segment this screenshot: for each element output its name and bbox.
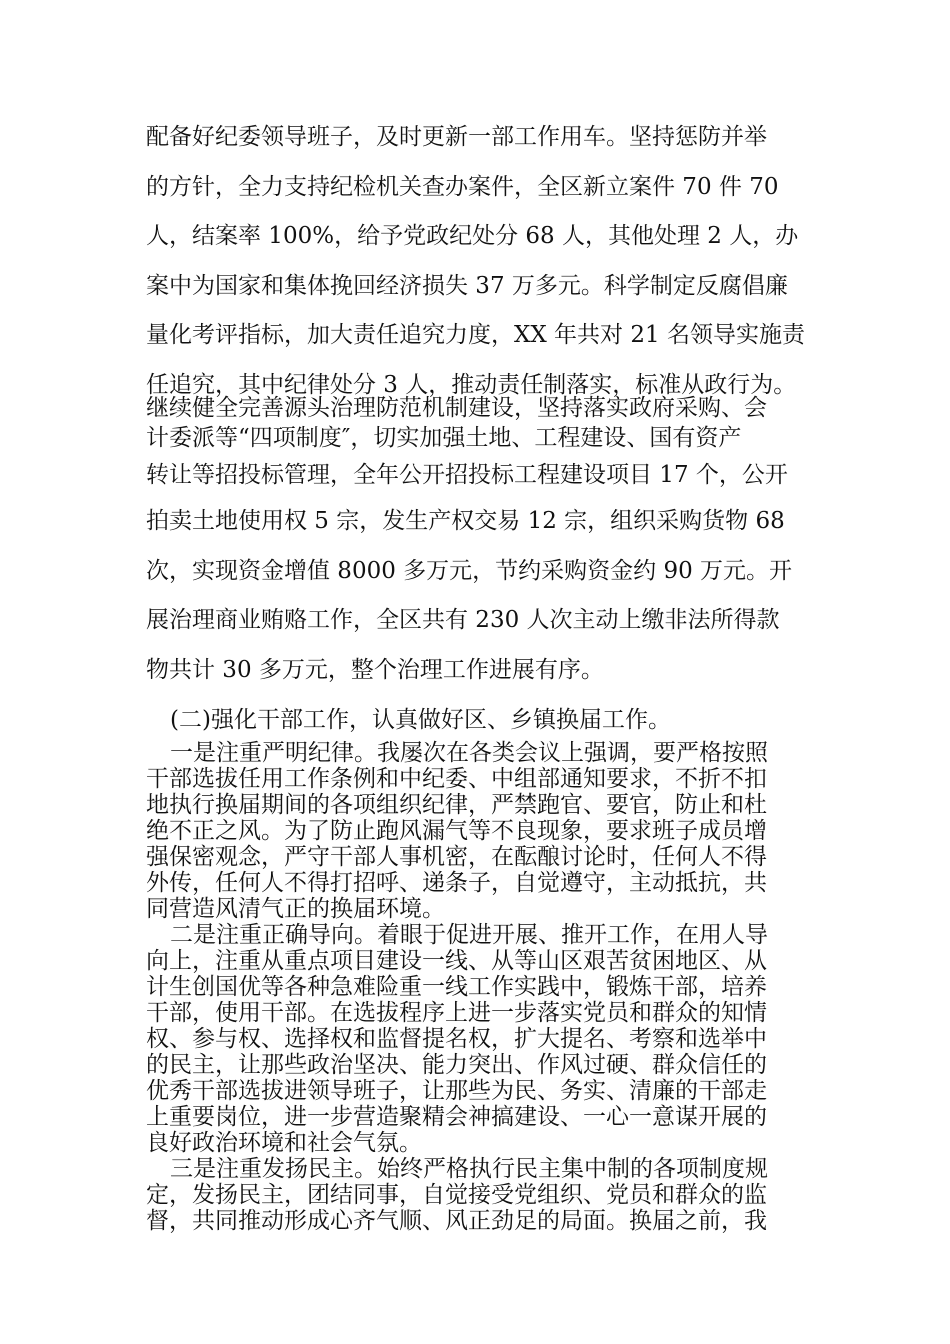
text-line: 向上，注重从重点项目建设一线、从等山区艰苦贫困地区、从 — [146, 948, 767, 974]
text-line: 转让等招投标管理，全年公开招投标工程建设项目 17 个，公开 — [146, 462, 788, 488]
text-line: 优秀干部选拔进领导班子，让那些为民、务实、清廉的干部走 — [146, 1078, 767, 1104]
text-line: 的民主，让那些政治坚决、能力突出、作风过硬、群众信任的 — [146, 1052, 767, 1078]
text-line: 物共计 30 多万元，整个治理工作进展有序。 — [146, 656, 604, 683]
section-heading: (二)强化干部工作，认真做好区、乡镇换届工作。 — [170, 707, 671, 733]
text-line: 绝不正之风。为了防止跑风漏气等不良现象，要求班子成员增 — [146, 818, 767, 844]
text-line: 干部选拔任用工作条例和中纪委、中组部通知要求，不折不扣 — [146, 766, 767, 792]
text-line: 任追究，其中纪律处分 3 人，推动责任制落实，标准从政行为。 — [146, 371, 797, 398]
paragraph-source-governance — [146, 393, 826, 695]
text-line: 的方针，全力支持纪检机关查办案件，全区新立案件 70 件 70 — [146, 173, 779, 200]
text-line: 人，结案率 100%，给予党政纪处分 68 人，其他处理 2 人，办 — [146, 223, 799, 249]
text-line: 继续健全完善源头治理防范机制建设，坚持落实政府采购、会 — [146, 395, 767, 421]
text-line: 一是注重严明纪律。我屡次在各类会议上强调，要严格按照 — [170, 740, 768, 766]
text-line: 展治理商业贿赂工作，全区共有 230 人次主动上缴非法所得款 — [146, 607, 780, 633]
text-line: 权、参与权、选择权和监督提名权，扩大提名、考察和选举中 — [146, 1026, 767, 1052]
text-line: 三是注重发扬民主。始终严格执行民主集中制的各项制度规 — [170, 1156, 768, 1182]
text-line: 计委派等“四项制度″，切实加强土地、工程建设、国有资产 — [146, 425, 742, 451]
text-line: 良好政治环境和社会气氛。 — [146, 1130, 422, 1156]
text-line: 督，共同推动形成心齐气顺、风正劲足的局面。换届之前，我 — [146, 1208, 767, 1234]
text-line: 干部，使用干部。在选拔程序上进一步落实党员和群众的知情 — [146, 1000, 767, 1026]
text-line: 案中为国家和集体挽回经济损失 37 万多元。科学制定反腐倡廉 — [146, 272, 788, 299]
text-line: 同营造风清气正的换届环境。 — [146, 896, 445, 922]
text-line: 次，实现资金增值 8000 多万元，节约采购资金约 90 万元。开 — [146, 557, 793, 584]
text-line: 配备好纪委领导班子，及时更新一部工作用车。坚持惩防并举 — [146, 124, 767, 150]
text-line: 外传，任何人不得打招呼、递条子，自觉遵守，主动抵抗，共 — [146, 870, 767, 896]
paragraph-discipline-cases — [146, 113, 826, 410]
section-cadre-work — [146, 700, 826, 1234]
text-line: 定，发扬民主，团结同事，自觉接受党组织、党员和群众的监 — [146, 1182, 767, 1208]
text-line: 二是注重正确导向。着眼于促进开展、推开工作，在用人导 — [170, 922, 768, 948]
text-line: 强保密观念，严守干部人事机密，在酝酿讨论时，任何人不得 — [146, 844, 767, 870]
text-line: 地执行换届期间的各项组织纪律，严禁跑官、要官，防止和杜 — [146, 792, 767, 818]
text-line: 拍卖土地使用权 5 宗，发生产权交易 12 宗，组织采购货物 68 — [146, 508, 785, 534]
text-line: 量化考评指标，加大责任追究力度，XX 年共对 21 名领导实施责 — [146, 322, 805, 348]
text-line: 上重要岗位，进一步营造聚精会神搞建设、一心一意谋开展的 — [146, 1104, 767, 1130]
text-line: 计生创国优等各种急难险重一线工作实践中，锻炼干部，培养 — [146, 974, 767, 1000]
